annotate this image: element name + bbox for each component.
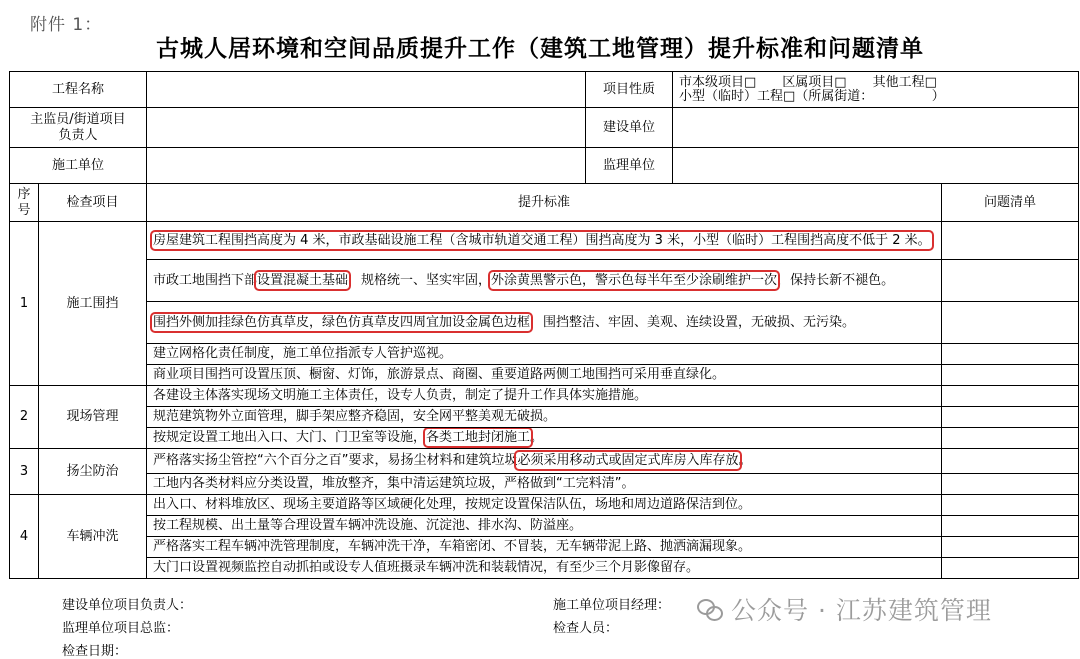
standard-text xyxy=(147,516,942,537)
standard-row xyxy=(10,558,1079,579)
standard-text-part: 按规定设置工地出入口、大门、门卫室等设施， xyxy=(153,430,427,445)
builder-manager-label: 施工单位项目经理： xyxy=(553,598,671,613)
standard-text-part: 严格落实扬尘管控“六个百分之百”要求，易扬尘材料和建筑垃圾 xyxy=(153,453,518,468)
document-title: 古城人居环境和空间品质提升工作（建筑工地管理）提升标准和问题清单 xyxy=(156,36,924,62)
standard-row xyxy=(10,222,1079,260)
section-number: 4 xyxy=(10,495,39,579)
standard-text xyxy=(147,222,942,260)
standard-text-part: 出入口、材料堆放区、现场主要道路等区域硬化处理，按规定设置保洁队伍，场地和周边道路保洁到位。 xyxy=(153,497,752,512)
standard-text xyxy=(147,558,942,579)
standard-row xyxy=(10,386,1079,407)
standard-row xyxy=(10,474,1079,495)
seq-header-line-1: 序 xyxy=(17,186,31,202)
standard-row xyxy=(10,516,1079,537)
standard-text-part: ，规格统一、坚实牢固， xyxy=(348,272,492,288)
issue-cell[interactable] xyxy=(942,407,1079,428)
highlighted-requirement: 外涂黄黑警示色，警示色每半年至少涂刷维护一次 xyxy=(491,272,778,288)
standard-text-part: 按工程规模、出土量等合理设置车辆冲洗设施、沉淀池、排水沟、防溢座。 xyxy=(153,518,583,533)
issue-cell[interactable] xyxy=(942,558,1079,579)
issue-cell[interactable] xyxy=(942,365,1079,386)
highlighted-requirement: 设置混凝土基础 xyxy=(257,272,349,288)
standard-row xyxy=(10,428,1079,449)
seq-header-line-2: 号 xyxy=(17,202,31,218)
standard-row xyxy=(10,365,1079,386)
wechat-icon xyxy=(697,596,723,622)
project-nature-line-1: 市本级项目□ 区属项目□ 其他工程□ xyxy=(679,74,937,90)
standard-text-part: 规范建筑物外立面管理，脚手架应整齐稳固，安全网平整美观无破损。 xyxy=(153,409,557,424)
supervisor-value[interactable] xyxy=(147,108,586,148)
issue-cell[interactable] xyxy=(942,537,1079,558)
watermark xyxy=(697,591,992,627)
builder-value[interactable] xyxy=(147,148,586,184)
project-name-row xyxy=(10,72,1079,108)
standard-row xyxy=(10,495,1079,516)
project-name-value[interactable] xyxy=(147,72,586,108)
header-row xyxy=(10,184,1079,222)
standard-row xyxy=(10,260,1079,302)
standard-row xyxy=(10,537,1079,558)
supervisor-label-line-2: 负责人 xyxy=(58,127,98,143)
standard-text-part: 各建设主体落实现场文明施工主体责任，设专人负责，制定了提升工作具体实施措施。 xyxy=(153,388,648,403)
standard-text xyxy=(147,344,942,365)
section-number: 1 xyxy=(10,222,39,386)
standard-text-part: ，保持长新不褪色。 xyxy=(777,272,895,288)
standard-text xyxy=(147,428,942,449)
standard-text xyxy=(147,302,942,344)
section-check-item: 车辆冲洗 xyxy=(39,495,147,579)
issue-cell[interactable] xyxy=(942,344,1079,365)
highlighted-requirement: 各类工地封闭施工 xyxy=(426,430,531,445)
standard-text-part: 工地内各类材料应分类设置，堆放整齐，集中清运建筑垃圾，严格做到“工完料清”。 xyxy=(153,476,635,491)
standard-text xyxy=(147,386,942,407)
standard-row xyxy=(10,407,1079,428)
standard-text-part: 。 xyxy=(738,453,752,468)
issue-cell[interactable] xyxy=(942,260,1079,302)
inspection-table xyxy=(9,71,1079,579)
issue-cell[interactable] xyxy=(942,495,1079,516)
issue-cell[interactable] xyxy=(942,474,1079,495)
standard-header: 提升标准 xyxy=(147,184,942,222)
builder-label: 施工单位 xyxy=(10,148,147,184)
standard-text-part: ，围挡整洁、牢固、美观、连续设置，无破损、无污染。 xyxy=(530,314,856,330)
section-check-item: 现场管理 xyxy=(39,386,147,449)
standard-row xyxy=(10,344,1079,365)
supervision-unit-label: 监理单位 xyxy=(586,148,673,184)
standard-text-part: 市政工地围挡下部 xyxy=(153,272,258,288)
standard-text-part: 。 xyxy=(530,430,544,445)
project-nature-line-2: 小型（临时）工程□（所属街道： ） xyxy=(679,88,945,104)
seq-header xyxy=(10,184,39,222)
chief-supervisor-label: 监理单位项目总监： xyxy=(62,621,180,636)
construction-unit-label: 建设单位 xyxy=(586,108,673,148)
builder-row xyxy=(10,148,1079,184)
issues-header: 问题清单 xyxy=(942,184,1079,222)
attachment-label: 附件 1： xyxy=(30,15,103,35)
issue-cell[interactable] xyxy=(942,428,1079,449)
standard-row xyxy=(10,449,1079,474)
section-number: 2 xyxy=(10,386,39,449)
standard-text xyxy=(147,260,942,302)
construction-unit-value[interactable] xyxy=(673,108,1079,148)
standard-text xyxy=(147,474,942,495)
check-date-label: 检查日期： xyxy=(62,644,128,659)
issue-cell[interactable] xyxy=(942,222,1079,260)
standard-text-part: 商业项目围挡可设置压顶、橱窗、灯饰，旅游景点、商圈、重要道路两侧工地围挡可采用垂直绿化。 xyxy=(153,367,726,382)
owner-manager-label: 建设单位项目负责人： xyxy=(62,598,193,613)
project-nature-options[interactable] xyxy=(673,72,1079,108)
issue-cell[interactable] xyxy=(942,386,1079,407)
standard-text-part: 大门口设置视频监控自动抓拍或设专人值班摄录车辆冲洗和装载情况，有至少三个月影像留存。 xyxy=(153,560,700,575)
issue-cell[interactable] xyxy=(942,516,1079,537)
check-item-header: 检查项目 xyxy=(39,184,147,222)
standard-text-part: 建立网格化责任制度，施工单位指派专人管护巡视。 xyxy=(153,346,453,361)
issue-cell[interactable] xyxy=(942,302,1079,344)
supervision-unit-value[interactable] xyxy=(673,148,1079,184)
supervisor-row xyxy=(10,108,1079,148)
standard-text-part: 严格落实工程车辆冲洗管理制度，车辆冲洗干净，车箱密闭、不冒装，无车辆带泥上路、抛洒滴漏现象。 xyxy=(153,539,752,554)
watermark-text: 公众号 · 江苏建筑管理 xyxy=(731,596,992,625)
issue-cell[interactable] xyxy=(942,449,1079,474)
standard-row xyxy=(10,302,1079,344)
standard-text xyxy=(147,537,942,558)
supervisor-label-line-1: 主监员/街道项目 xyxy=(30,111,126,127)
section-check-item: 施工围挡 xyxy=(39,222,147,386)
standard-text xyxy=(147,495,942,516)
section-check-item: 扬尘防治 xyxy=(39,449,147,495)
highlighted-requirement: 围挡外侧加挂绿色仿真草皮，绿色仿真草皮四周宜加设金属色边框 xyxy=(153,314,531,330)
standard-text xyxy=(147,407,942,428)
inspector-label: 检查人员： xyxy=(553,621,619,636)
highlighted-requirement: 房屋建筑工程围挡高度为 4 米，市政基础设施工程（含城市轨道交通工程）围挡高度为 3 米，小型（临时）工程围挡高度不低于 2 米。 xyxy=(153,232,931,248)
standard-text xyxy=(147,365,942,386)
standard-text xyxy=(147,449,942,474)
project-nature-label: 项目性质 xyxy=(586,72,673,108)
supervisor-label xyxy=(10,108,147,148)
section-number: 3 xyxy=(10,449,39,495)
project-name-label: 工程名称 xyxy=(10,72,147,108)
highlighted-requirement: 必须采用移动式或固定式库房入库存放 xyxy=(517,453,739,468)
